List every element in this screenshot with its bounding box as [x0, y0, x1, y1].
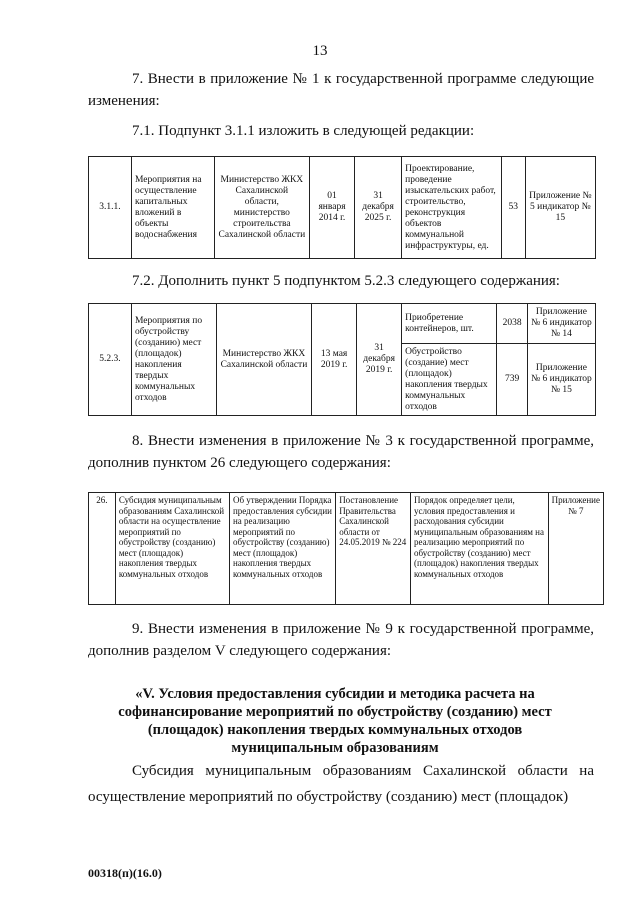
item-7-text: 7. Внести в приложение № 1 к государственной программе следующие изменения:	[88, 71, 594, 109]
item-7-1-text: 7.1. Подпункт 3.1.1 изложить в следующей редакции:	[132, 123, 475, 139]
item-8-text: 8. Внести изменения в приложение № 3 к государственной программе, дополнив пунктом 26 следующего содержания:	[88, 433, 594, 471]
table-3-1-1	[88, 156, 596, 259]
table-cell-order: Об утверждении Порядка предоставления субсидии на реализацию мероприятий по обустройству (созданию) мест (площадок) накопления твердых коммунальных отходов	[229, 493, 335, 605]
item-7-2-text: 7.2. Дополнить пункт 5 подпунктом 5.2.3 следующего содержания:	[132, 273, 560, 289]
table-cell-appendix: Приложение № 6 индикатор № 15	[527, 344, 595, 416]
body-paragraph: Субсидия муниципальным образованиям Сахалинской области на осуществление мероприятий по обустройству (созданию) мест (площадок)	[88, 763, 594, 805]
table-cell-start-date: 13 мая 2019 г.	[312, 304, 357, 416]
table-cell-appendix: Приложение № 6 индикатор № 14	[527, 304, 595, 344]
table-cell-end-date: 31 декабря 2025 г.	[355, 157, 402, 259]
table-cell-indicator: Приобретение контейнеров, шт.	[402, 304, 497, 344]
table-cell-number: 3.1.1.	[89, 157, 132, 259]
table-row	[89, 157, 596, 259]
table-cell-number: 5.2.3.	[89, 304, 132, 416]
table-cell-start-date: 01 января 2014 г.	[310, 157, 355, 259]
table-cell-resolution: Постановление Правительства Сахалинской области от 24.05.2019 № 224	[336, 493, 411, 605]
table-row	[89, 304, 596, 344]
table-cell-event: Мероприятия по обустройству (созданию) мест (площадок) накопления твердых коммунальных отходов	[131, 304, 216, 416]
section-title: «V. Условия предоставления субсидии и методика расчета на софинансирование мероприятий по обустройству (созданию) мест (площадок) накопления твердых коммунальных отходов муниципальным образованиям	[118, 686, 552, 756]
table-cell-value: 53	[501, 157, 525, 259]
table-cell-end-date: 31 декабря 2019 г.	[357, 304, 402, 416]
table-cell-value: 2038	[497, 304, 527, 344]
table-cell-executor: Министерство ЖКХ Сахалинской области	[216, 304, 311, 416]
table-cell-subsidy: Субсидия муниципальным образованиям Сахалинской области на осуществление мероприятий по обустройству (созданию) мест (площадок) накопления твердых коммунальных отходов	[115, 493, 229, 605]
table-cell-executor: Министерство ЖКХ Сахалинской области, министерство строительства Сахалинской области	[214, 157, 309, 259]
document-code: 00318(п)(16.0)	[88, 866, 162, 880]
item-9-text: 9. Внести изменения в приложение № 9 к государственной программе, дополнив разделом V следующего содержания:	[88, 621, 594, 659]
table-5-2-3	[88, 303, 596, 416]
table-26	[88, 492, 604, 605]
table-cell-number: 26.	[89, 493, 116, 605]
table-cell-value: 739	[497, 344, 527, 416]
table-cell-indicator: Проектирование, проведение изыскательских работ, строительство, реконструкция объектов коммунальной инфраструктуры, ед.	[402, 157, 502, 259]
table-cell-procedure: Порядок определяет цели, условия предоставления и расходования субсидии муниципальным образованиям на реализацию мероприятий по обустройству (созданию) мест (площадок) накопления твердых коммунальных отходов	[411, 493, 549, 605]
table-row	[89, 493, 604, 605]
table-cell-appendix: Приложение № 7	[548, 493, 603, 605]
table-cell-indicator: Обустройство (создание) мест (площадок) накопления твердых коммунальных отходов	[402, 344, 497, 416]
table-cell-appendix: Приложение № 5 индикатор № 15	[525, 157, 595, 259]
page-number: 13	[312, 43, 328, 59]
table-cell-event: Мероприятия на осуществление капитальных вложений в объекты водоснабжения	[131, 157, 214, 259]
